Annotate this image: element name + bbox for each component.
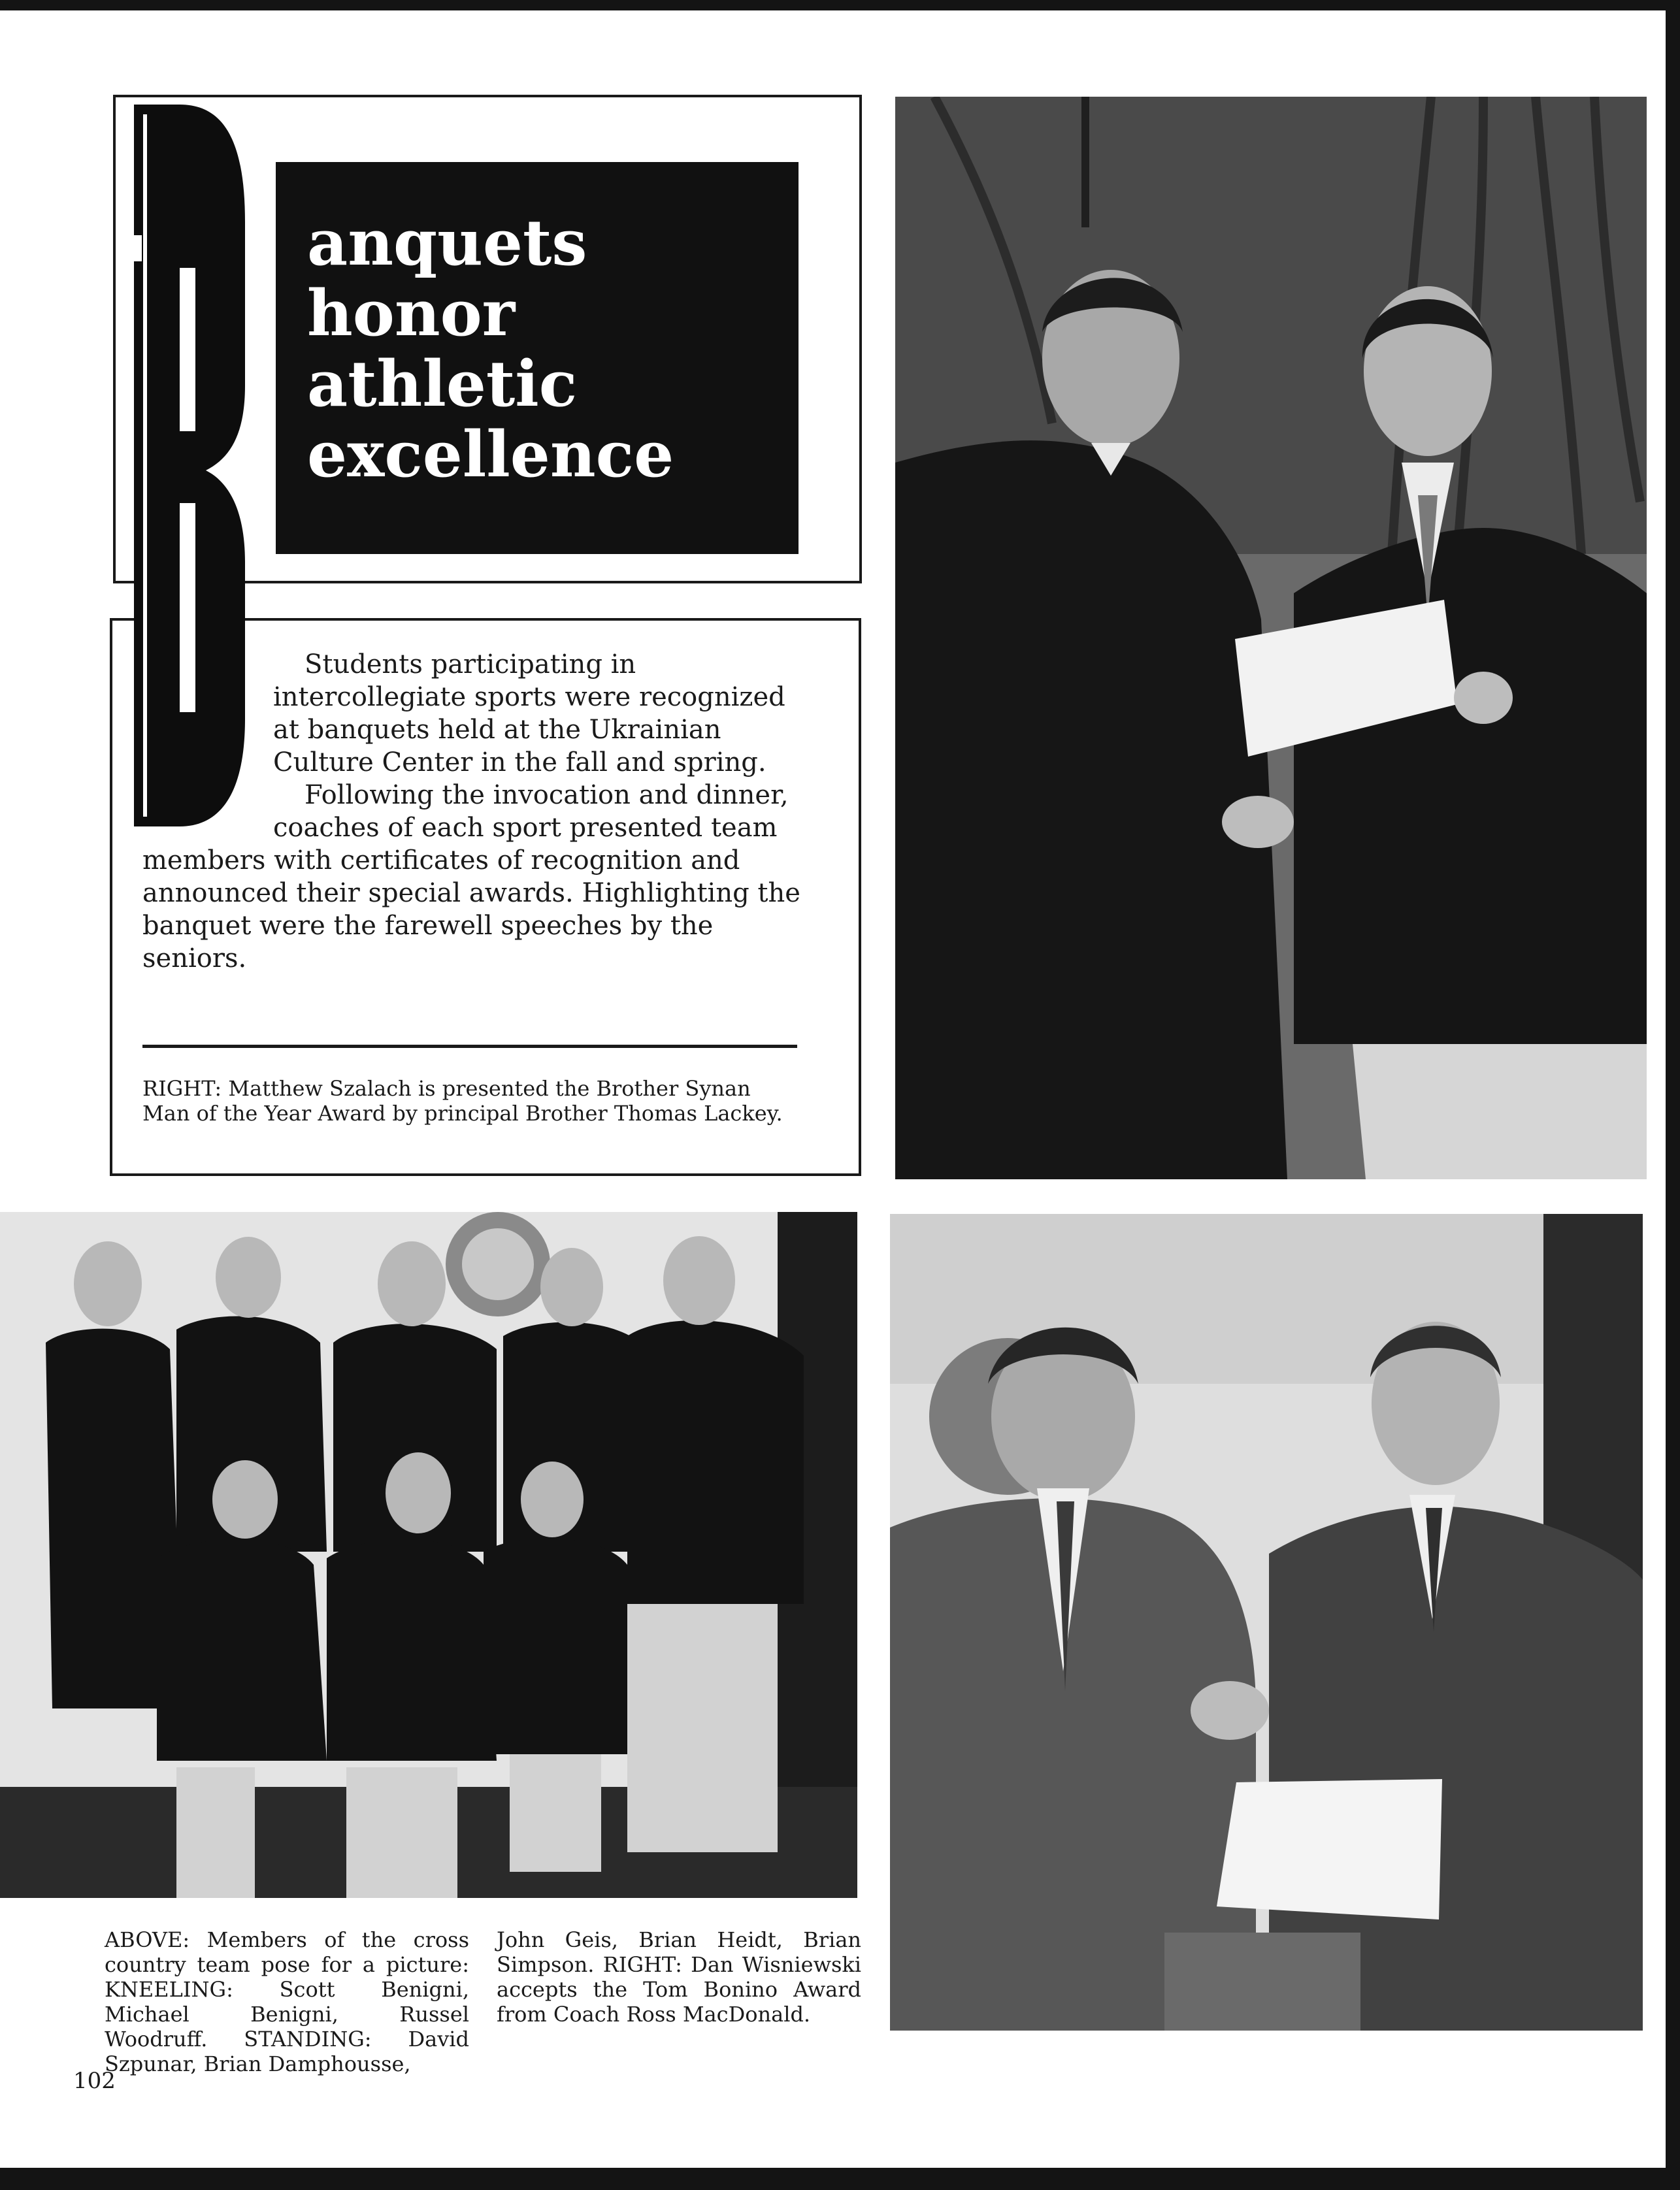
photo-wisniewski-award — [890, 1214, 1643, 2031]
scan-edge-right — [1666, 0, 1680, 2190]
caption-team-part-1: ABOVE: Members of the cross country team pose for a picture: KNEELING: Scott Benigni, Michael Benigni, Russel Woodruff. STANDING: David Szpunar, Brian Damphousse, — [105, 1927, 469, 2076]
drop-cap-b — [134, 105, 245, 826]
photo-cross-country-team — [0, 1212, 857, 1898]
caption-divider — [142, 1045, 797, 1048]
scan-edge-top — [0, 0, 1680, 10]
photo-szalach-award — [895, 97, 1647, 1179]
page-number: 102 — [73, 2068, 116, 2094]
story-paragraph-1: Students participating in intercollegiate sports were recognized at banquets held at the Ukrainian Culture Center in the fall and spring. — [273, 649, 785, 777]
headline-title: anquets honor athletic excellence — [307, 206, 674, 491]
caption-team-part-2: John Geis, Brian Heidt, Brian Simpson. RIGHT: Dan Wisniewski accepts the Tom Bonino Award from Coach Ross MacDonald. — [497, 1927, 861, 2027]
story-paragraph-2-start: Following the invocation and dinner, coaches of each sport presented team — [273, 780, 789, 843]
caption-szalach: RIGHT: Matthew Szalach is presented the Brother Synan Man of the Year Award by principal Brother Thomas Lackey. — [142, 1076, 783, 1126]
scan-edge-bottom — [0, 2168, 1680, 2190]
story-paragraph-2-rest: members with certificates of recognition and announced their special awards. Highlighting the banquet were the farewell speeches by the seniors. — [142, 845, 800, 973]
